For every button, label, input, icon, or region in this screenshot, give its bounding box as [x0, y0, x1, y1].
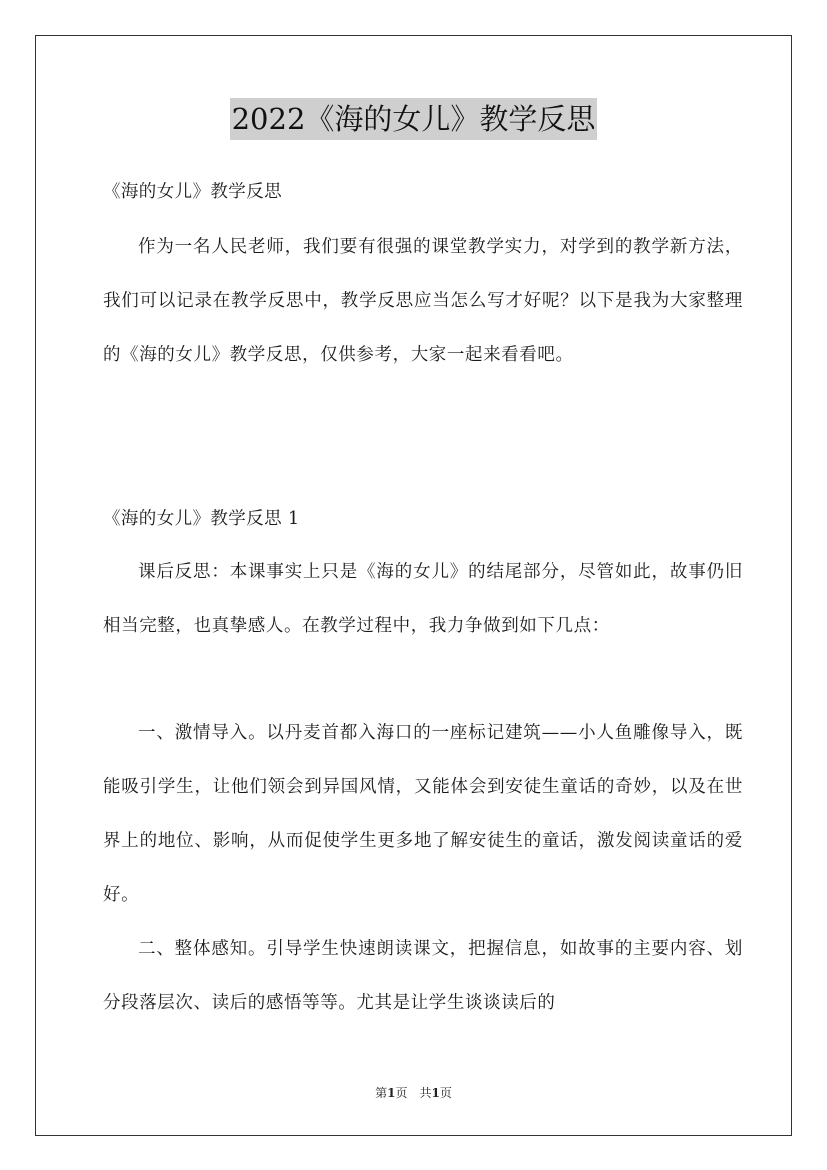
section-heading: 《海的女儿》教学反思 1: [103, 509, 300, 529]
intro-subtitle: 《海的女儿》教学反思: [103, 182, 282, 202]
document-title: 2022《海的女儿》教学反思: [230, 98, 598, 140]
footer-mid: 页 共: [395, 1086, 432, 1100]
page-footer: [0, 1085, 827, 1101]
body-paragraph-2: 一、激情导入。以丹麦首都入海口的一座标记建筑——小人鱼雕像导入，既能吸引学生，让他们领会到异国风情，又能体会到安徒生童话的奇妙，以及在世界上的地位、影响，从而促使学生更多地了解安徒生的童话，激发阅读童话的爱好。: [103, 723, 743, 905]
title-container: [0, 98, 827, 140]
footer-page-current: 1: [387, 1086, 396, 1100]
intro-paragraph: 作为一名人民老师，我们要有很强的课堂教学实力，对学到的教学新方法，我们可以记录在教学反思中，教学反思应当怎么写才好呢？以下是我为大家整理的《海的女儿》教学反思，仅供参考，大家一起来看看吧。: [103, 237, 743, 365]
body-paragraph-3: 二、整体感知。引导学生快速朗读课文，把握信息，如故事的主要内容、划分段落层次、读后的感悟等等。尤其是让学生谈谈读后的: [103, 939, 743, 1013]
footer-suffix: 页: [439, 1086, 452, 1100]
body-paragraph-1: 课后反思：本课事实上只是《海的女儿》的结尾部分，尽管如此，故事仍旧相当完整，也真挚感人。在教学过程中，我力争做到如下几点：: [103, 562, 743, 636]
footer-page-total: 1: [431, 1086, 440, 1100]
footer-prefix: 第: [375, 1086, 388, 1100]
